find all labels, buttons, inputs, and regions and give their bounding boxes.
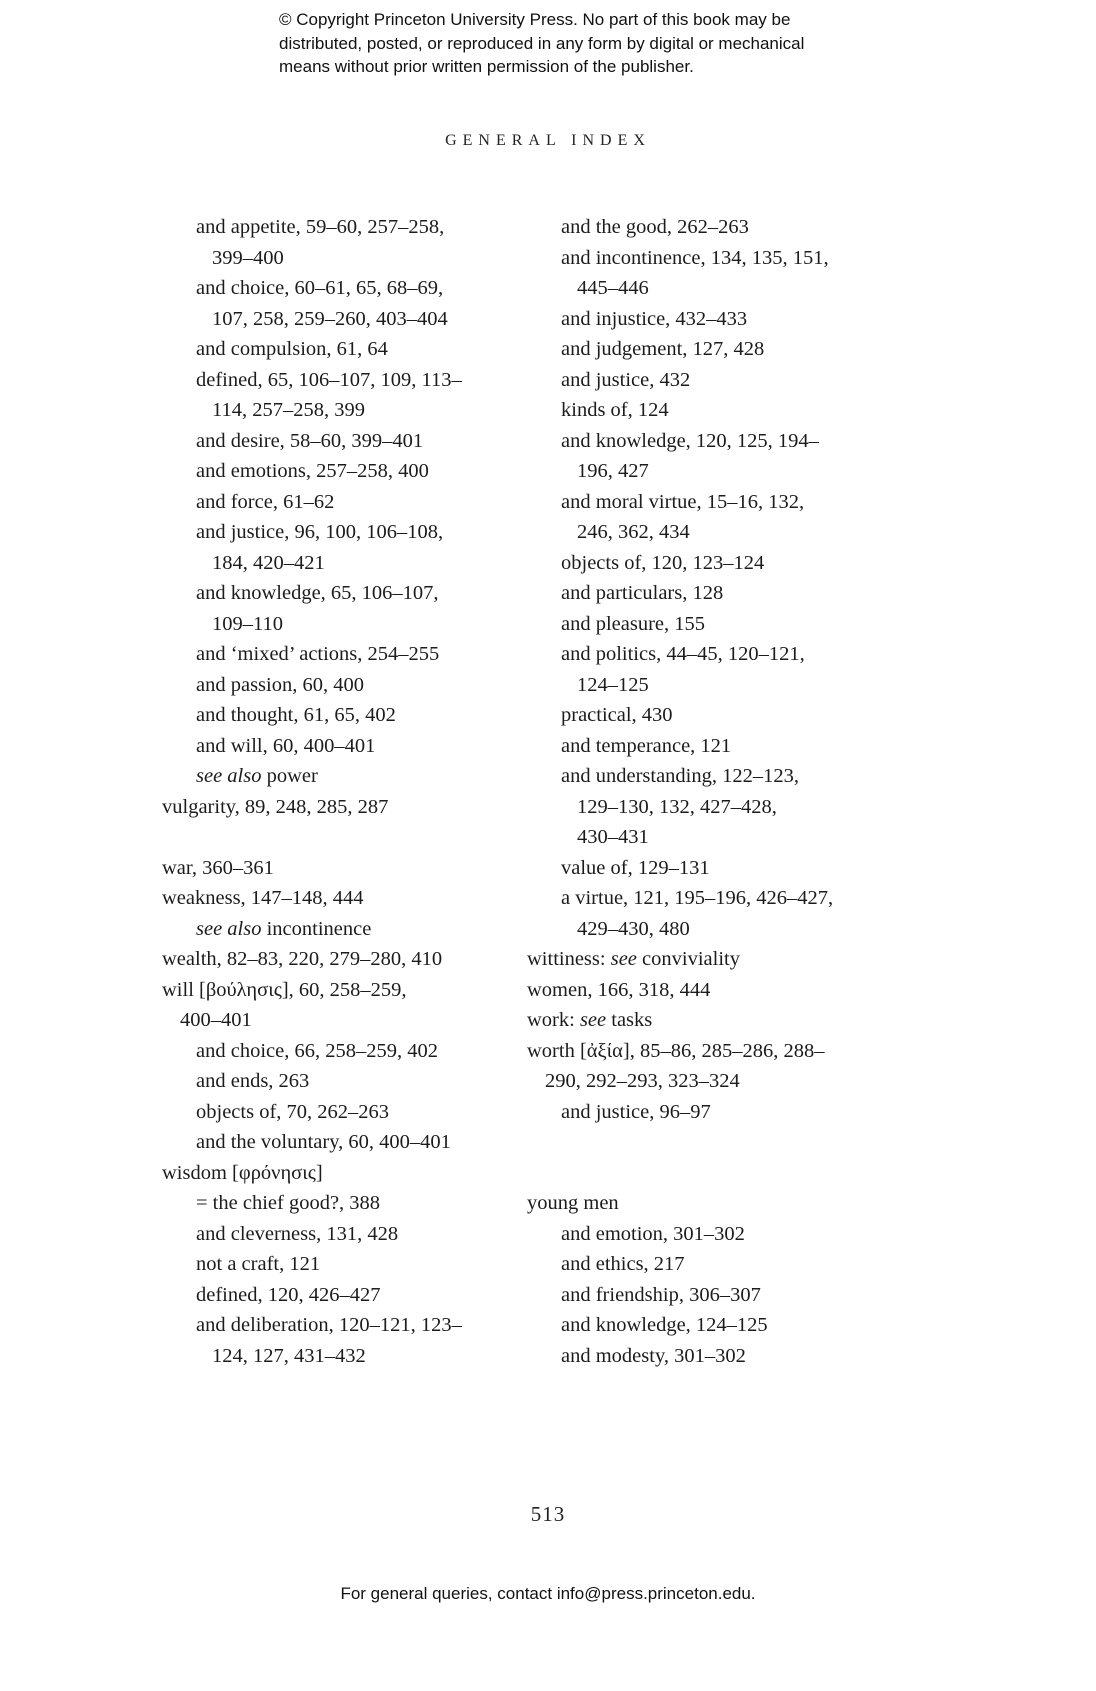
index-entry: 445–446: [577, 277, 649, 299]
index-column-left: [162, 212, 502, 1371]
index-entry: and particulars, 128: [561, 582, 724, 604]
index-column-right: [527, 212, 907, 1371]
entry-text: incontinence: [261, 917, 372, 940]
cross-reference: see: [579, 1009, 607, 1031]
index-entry: and appetite, 59–60, 257–258,: [196, 216, 445, 238]
index-entry: war, 360–361: [162, 856, 274, 879]
index-entry: 107, 258, 259–260, 403–404: [212, 307, 448, 330]
entry-text: wittiness:: [527, 948, 611, 970]
index-entry: and moral virtue, 15–16, 132,: [561, 490, 805, 513]
index-entry: and force, 61–62: [196, 490, 335, 513]
index-entry: 246, 362, 434: [577, 521, 690, 543]
index-entry: 109–110: [212, 612, 283, 635]
copyright-line: distributed, posted, or reproduced in any form by digital or mechanical: [279, 33, 805, 53]
running-header: GENERAL INDEX: [445, 132, 651, 149]
index-entry: 184, 420–421: [212, 551, 325, 574]
index-entry: and choice, 60–61, 65, 68–69,: [196, 277, 444, 299]
copyright-line: © Copyright Princeton University Press. No part of this book may be: [279, 10, 791, 29]
index-entry: [527, 1005, 907, 1036]
index-entry: and emotion, 301–302: [561, 1222, 745, 1245]
index-entry: and incontinence, 134, 135, 151,: [561, 246, 829, 269]
index-entry: and friendship, 306–307: [561, 1283, 761, 1306]
index-entry: 400–401: [180, 1009, 252, 1031]
index-entry: value of, 129–131: [561, 856, 710, 879]
index-entry: practical, 430: [561, 704, 673, 726]
index-entry: defined, 65, 106–107, 109, 113–: [196, 368, 462, 391]
index-entry: and passion, 60, 400: [196, 673, 364, 696]
index-entry: and desire, 58–60, 399–401: [196, 429, 424, 452]
index-entry: and judgement, 127, 428: [561, 338, 765, 360]
index-entry: and deliberation, 120–121, 123–: [196, 1314, 462, 1336]
index-entry: and modesty, 301–302: [561, 1344, 746, 1367]
entry-text: conviviality: [636, 948, 740, 970]
index-entry: 430–431: [577, 826, 649, 848]
index-entry: and thought, 61, 65, 402: [196, 704, 396, 726]
index-entry: and knowledge, 65, 106–107,: [196, 582, 439, 604]
index-entry: and understanding, 122–123,: [561, 765, 799, 787]
index-entry: and knowledge, 120, 125, 194–: [561, 429, 819, 452]
index-entry: a virtue, 121, 195–196, 426–427,: [561, 887, 834, 909]
index-entry: and politics, 44–45, 120–121,: [561, 643, 805, 665]
index-entry: and justice, 96–97: [561, 1100, 711, 1123]
index-entry: and injustice, 432–433: [561, 307, 748, 330]
index-entry: 129–130, 132, 427–428,: [577, 795, 777, 818]
index-entry: and ‘mixed’ actions, 254–255: [196, 643, 440, 665]
index-entry: 429–430, 480: [577, 917, 690, 940]
index-entry: 290, 292–293, 323–324: [545, 1070, 740, 1092]
index-entry: and will, 60, 400–401: [196, 734, 376, 757]
index-entry: not a craft, 121: [196, 1253, 321, 1275]
index-entry: 124, 127, 431–432: [212, 1344, 366, 1367]
index-entry: [527, 944, 907, 975]
index-entry: and choice, 66, 258–259, 402: [196, 1039, 438, 1062]
index-entry: and the voluntary, 60, 400–401: [196, 1131, 451, 1153]
index-entry: vulgarity, 89, 248, 285, 287: [162, 795, 389, 818]
copyright-notice: [279, 8, 919, 79]
index-entry: and temperance, 121: [561, 734, 732, 757]
copyright-line: means without prior written permission of the publisher.: [279, 57, 694, 76]
index-entry: and cleverness, 131, 428: [196, 1222, 399, 1245]
index-entry: kinds of, 124: [561, 399, 669, 421]
index-entry: worth [ἀξία], 85–86, 285–286, 288–: [527, 1039, 825, 1062]
index-entry: will [βούλησις], 60, 258–259,: [162, 978, 407, 1001]
index-entry: [162, 761, 502, 792]
index-entry: and knowledge, 124–125: [561, 1314, 768, 1336]
cross-reference: see also: [196, 765, 262, 787]
index-entry: [162, 914, 502, 945]
index-entry: and emotions, 257–258, 400: [196, 460, 429, 482]
cross-reference: see: [610, 948, 637, 970]
footer-contact: For general queries, contact info@press.princeton.edu.: [340, 1584, 756, 1603]
index-entry: weakness, 147–148, 444: [162, 887, 364, 909]
cross-reference: see also: [196, 917, 262, 940]
index-entry: 399–400: [212, 246, 284, 269]
index-entry: and compulsion, 61, 64: [196, 338, 388, 360]
index-entry: wealth, 82–83, 220, 279–280, 410: [162, 948, 443, 970]
entry-text: tasks: [606, 1009, 653, 1031]
index-entry: and the good, 262–263: [561, 216, 749, 238]
index-spacer: [527, 1158, 907, 1189]
index-entry: defined, 120, 426–427: [196, 1283, 381, 1306]
index-entry: 124–125: [577, 673, 649, 696]
index-entry: objects of, 70, 262–263: [196, 1100, 390, 1123]
index-entry: women, 166, 318, 444: [527, 978, 711, 1001]
index-spacer: [162, 822, 502, 853]
index-entry: wisdom [φρόνησις]: [162, 1161, 323, 1184]
index-entry: and ends, 263: [196, 1070, 310, 1092]
index-entry: and justice, 432: [561, 368, 691, 391]
index-entry: 114, 257–258, 399: [212, 399, 365, 421]
index-entry: objects of, 120, 123–124: [561, 551, 765, 574]
entry-text: power: [261, 765, 318, 787]
entry-text: work:: [527, 1009, 580, 1031]
index-entry: young men: [527, 1192, 619, 1214]
index-entry: and ethics, 217: [561, 1253, 685, 1275]
index-entry: = the chief good?, 388: [196, 1192, 381, 1214]
page-number: 513: [530, 1502, 566, 1526]
index-entry: and justice, 96, 100, 106–108,: [196, 521, 444, 543]
index-entry: 196, 427: [577, 460, 649, 482]
index-entry: and pleasure, 155: [561, 612, 706, 635]
index-spacer: [527, 1127, 907, 1158]
